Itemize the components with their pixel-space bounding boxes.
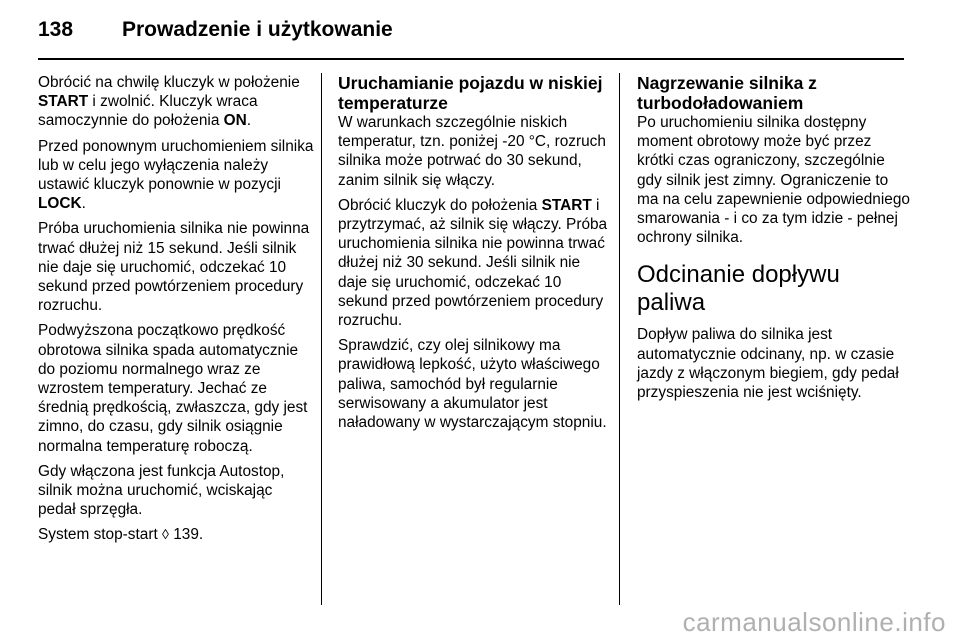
paragraph: Próba uruchomienia silnika nie powinna trwać dłużej niż 15 sekund. Jeśli silnik nie daje się uruchomić, odczekać 10 sekund przed powtórzeniem procedury rozruchu. — [38, 220, 310, 315]
paragraph: W warunkach szczególnie niskich temperatur, tzn. poniżej -20 °C, rozruch silnika może potrwać do 30 sekund, zanim silnik się włączy. — [338, 114, 606, 189]
section-heading-turbo-warmup: Nagrzewanie silnika z turbodoładowaniem — [637, 73, 817, 113]
chapter-title: Prowadzenie i użytkowanie — [122, 18, 393, 41]
watermark: carmanualsonline.info — [682, 607, 946, 637]
key-position-on: ON — [223, 112, 247, 130]
paragraph: Obrócić kluczyk do położenia START i przytrzymać, aż silnik się włączy. Próba uruchomienia silnika nie powinna trwać dłużej niż 30 sekund. Jeśli silnik nie daje się uruchomić, odczekać 10 sekund przed powtórzeniem procedury rozruchu. — [338, 196, 608, 330]
paragraph: Po uruchomieniu silnika dostępny moment obrotowy może być przez krótki czas ograniczony, szczególnie gdy silnik jest zimny. Ograniczenie to ma na celu zapewnienie odpowiedniego smarowania - i co za tym idzie - pełnej ochrony silnika. — [637, 114, 910, 247]
column-3 — [637, 73, 911, 408]
page-header — [38, 18, 393, 48]
column-2 — [338, 73, 612, 438]
column-1 — [38, 73, 314, 551]
paragraph: Sprawdzić, czy olej silnikowy ma prawidłową lepkość, użyto właściwego paliwa, samochód był regularnie serwisowany a akumulator jest naładowany w wystarczającym stopniu. — [338, 337, 607, 432]
paragraph: Dopływ paliwa do silnika jest automatycznie odcinany, np. w czasie jazdy z włączonym biegiem, gdy pedał przyspieszenia nie jest wciśnięty. — [637, 326, 899, 402]
paragraph: Obrócić na chwilę kluczyk w położenie START i zwolnić. Kluczyk wraca samoczynnie do położenia ON. — [38, 74, 300, 130]
key-position-start: START — [38, 93, 89, 111]
section-heading-fuel-cutoff: Odcinanie dopływu paliwa — [637, 261, 840, 317]
column-divider-1 — [321, 73, 322, 605]
column-divider-2 — [619, 73, 620, 605]
paragraph: Gdy włączona jest funkcja Autostop, silnik można uruchomić, wciskając pedał sprzęgła. — [38, 462, 285, 519]
reference-arrow-icon: ◊ — [162, 526, 169, 543]
key-position-start: START — [541, 196, 592, 214]
paragraph: Przed ponownym uruchomieniem silnika lub w celu jego wyłączenia należy ustawić kluczyk ponownie w pozycji LOCK. — [38, 137, 314, 213]
section-heading-cold-start: Uruchamianie pojazdu w niskiej temperaturze — [338, 73, 603, 113]
cross-reference[interactable]: System stop-start ◊ 139. — [38, 526, 204, 544]
paragraph: Podwyższona początkowo prędkość obrotowa silnika spada automatycznie do poziomu normalnego wraz ze wzrostem temperatury. Jechać ze średnią prędkością, zwłaszcza, gdy jest zimno, do czasu, gdy silnik osiągnie normalna temperaturę roboczą. — [38, 322, 308, 455]
header-rule — [38, 58, 904, 60]
page-number: 138 — [38, 18, 74, 41]
key-position-lock: LOCK — [38, 195, 82, 213]
